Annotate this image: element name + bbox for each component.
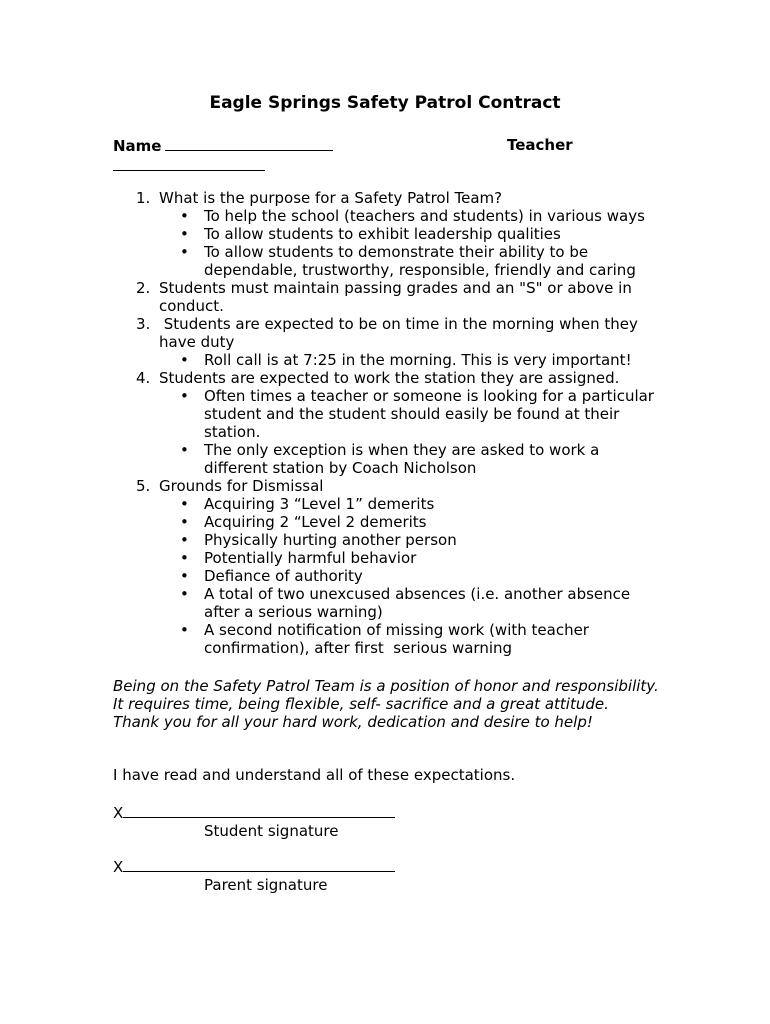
bullet-item xyxy=(0,513,654,531)
student-signature-label: Student signature xyxy=(204,822,339,840)
list-item xyxy=(0,189,649,207)
bullet-icon: • xyxy=(180,495,189,513)
closing-statement xyxy=(113,677,673,731)
bullet-text: Roll call is at 7:25 in the morning. This is very important! xyxy=(204,351,632,369)
name-blank-line[interactable] xyxy=(165,136,333,151)
name-label: Name xyxy=(113,137,162,155)
bullet-item xyxy=(0,225,654,243)
bullet-icon: • xyxy=(180,225,189,243)
bullet-item xyxy=(0,567,654,585)
item-number: 2. xyxy=(136,279,151,297)
signature-mark: X xyxy=(113,858,124,876)
closing-line-1: Being on the Safety Patrol Team is a position of honor and responsibility. xyxy=(113,677,659,695)
bullet-text: Acquiring 2 “Level 2 demerits xyxy=(204,513,427,531)
bullet-text: Physically hurting another person xyxy=(204,531,457,549)
parent-signature-line[interactable] xyxy=(123,857,395,872)
bullet-icon: • xyxy=(180,549,189,567)
item-number: 1. xyxy=(136,189,151,207)
bullet-text: The only exception is when they are asked to work a different station by Coach Nicholson xyxy=(204,441,600,477)
bullet-text: To allow students to demonstrate their ability to be dependable, trustworthy, responsible, friendly and caring xyxy=(204,243,636,279)
name-field xyxy=(113,136,333,155)
list-item xyxy=(0,315,649,351)
item-text: Grounds for Dismissal xyxy=(159,477,324,495)
item-text: Students are expected to work the station they are assigned. xyxy=(159,369,620,387)
bullet-text: Defiance of authority xyxy=(204,567,363,585)
bullet-icon: • xyxy=(180,243,189,261)
item-number: 3. xyxy=(136,315,151,333)
bullet-icon: • xyxy=(180,585,189,603)
bullet-icon: • xyxy=(180,621,189,639)
bullet-item xyxy=(0,441,654,477)
expectations-list xyxy=(0,189,770,657)
list-item xyxy=(0,279,649,315)
bullet-text: Acquiring 3 “Level 1” demerits xyxy=(204,495,435,513)
bullet-item xyxy=(0,531,654,549)
bullet-icon: • xyxy=(180,513,189,531)
bullet-text: Potentially harmful behavior xyxy=(204,549,417,567)
item-number: 5. xyxy=(136,477,151,495)
bullet-text: To help the school (teachers and students) in various ways xyxy=(204,207,645,225)
parent-signature-block xyxy=(113,857,413,894)
bullet-item xyxy=(0,495,654,513)
bullet-icon: • xyxy=(180,351,189,369)
closing-line-2: It requires time, being flexible, self- sacrifice and a great attitude. xyxy=(113,695,609,713)
teacher-label: Teacher xyxy=(507,136,573,154)
list-item xyxy=(0,369,649,387)
bullet-text: To allow students to exhibit leadership qualities xyxy=(204,225,561,243)
bullet-text: A second notification of missing work (with teacher confirmation), after first serious warning xyxy=(204,621,594,657)
item-text: Students must maintain passing grades and an "S" or above in conduct. xyxy=(159,279,632,315)
page-title: Eagle Springs Safety Patrol Contract xyxy=(209,93,561,113)
signature-mark: X xyxy=(113,804,124,822)
item-text: Students are expected to be on time in the morning when they have duty xyxy=(159,315,643,351)
bullet-icon: • xyxy=(180,567,189,585)
acknowledgement-text: I have read and understand all of these expectations. xyxy=(113,766,516,784)
bullet-item xyxy=(0,585,654,621)
bullet-item xyxy=(0,351,654,369)
item-text: What is the purpose for a Safety Patrol Team? xyxy=(159,189,503,207)
bullet-item xyxy=(0,621,654,657)
bullet-icon: • xyxy=(180,387,189,405)
list-item xyxy=(0,477,649,495)
student-signature-block xyxy=(113,803,413,840)
student-signature-line[interactable] xyxy=(123,803,395,818)
item-number: 4. xyxy=(136,369,151,387)
bullet-icon: • xyxy=(180,441,189,459)
bullet-item xyxy=(0,387,654,441)
bullet-item xyxy=(0,549,654,567)
bullet-item xyxy=(0,207,654,225)
teacher-blank-line[interactable] xyxy=(113,170,265,171)
closing-line-3: Thank you for all your hard work, dedication and desire to help! xyxy=(113,713,593,731)
parent-signature-label: Parent signature xyxy=(204,876,328,894)
bullet-text: A total of two unexcused absences (i.e. another absence after a serious warning) xyxy=(204,585,631,621)
bullet-icon: • xyxy=(180,207,189,225)
bullet-text: Often times a teacher or someone is looking for a particular student and the student should easily be found at their station. xyxy=(204,387,654,441)
bullet-item xyxy=(0,243,654,279)
bullet-icon: • xyxy=(180,531,189,549)
